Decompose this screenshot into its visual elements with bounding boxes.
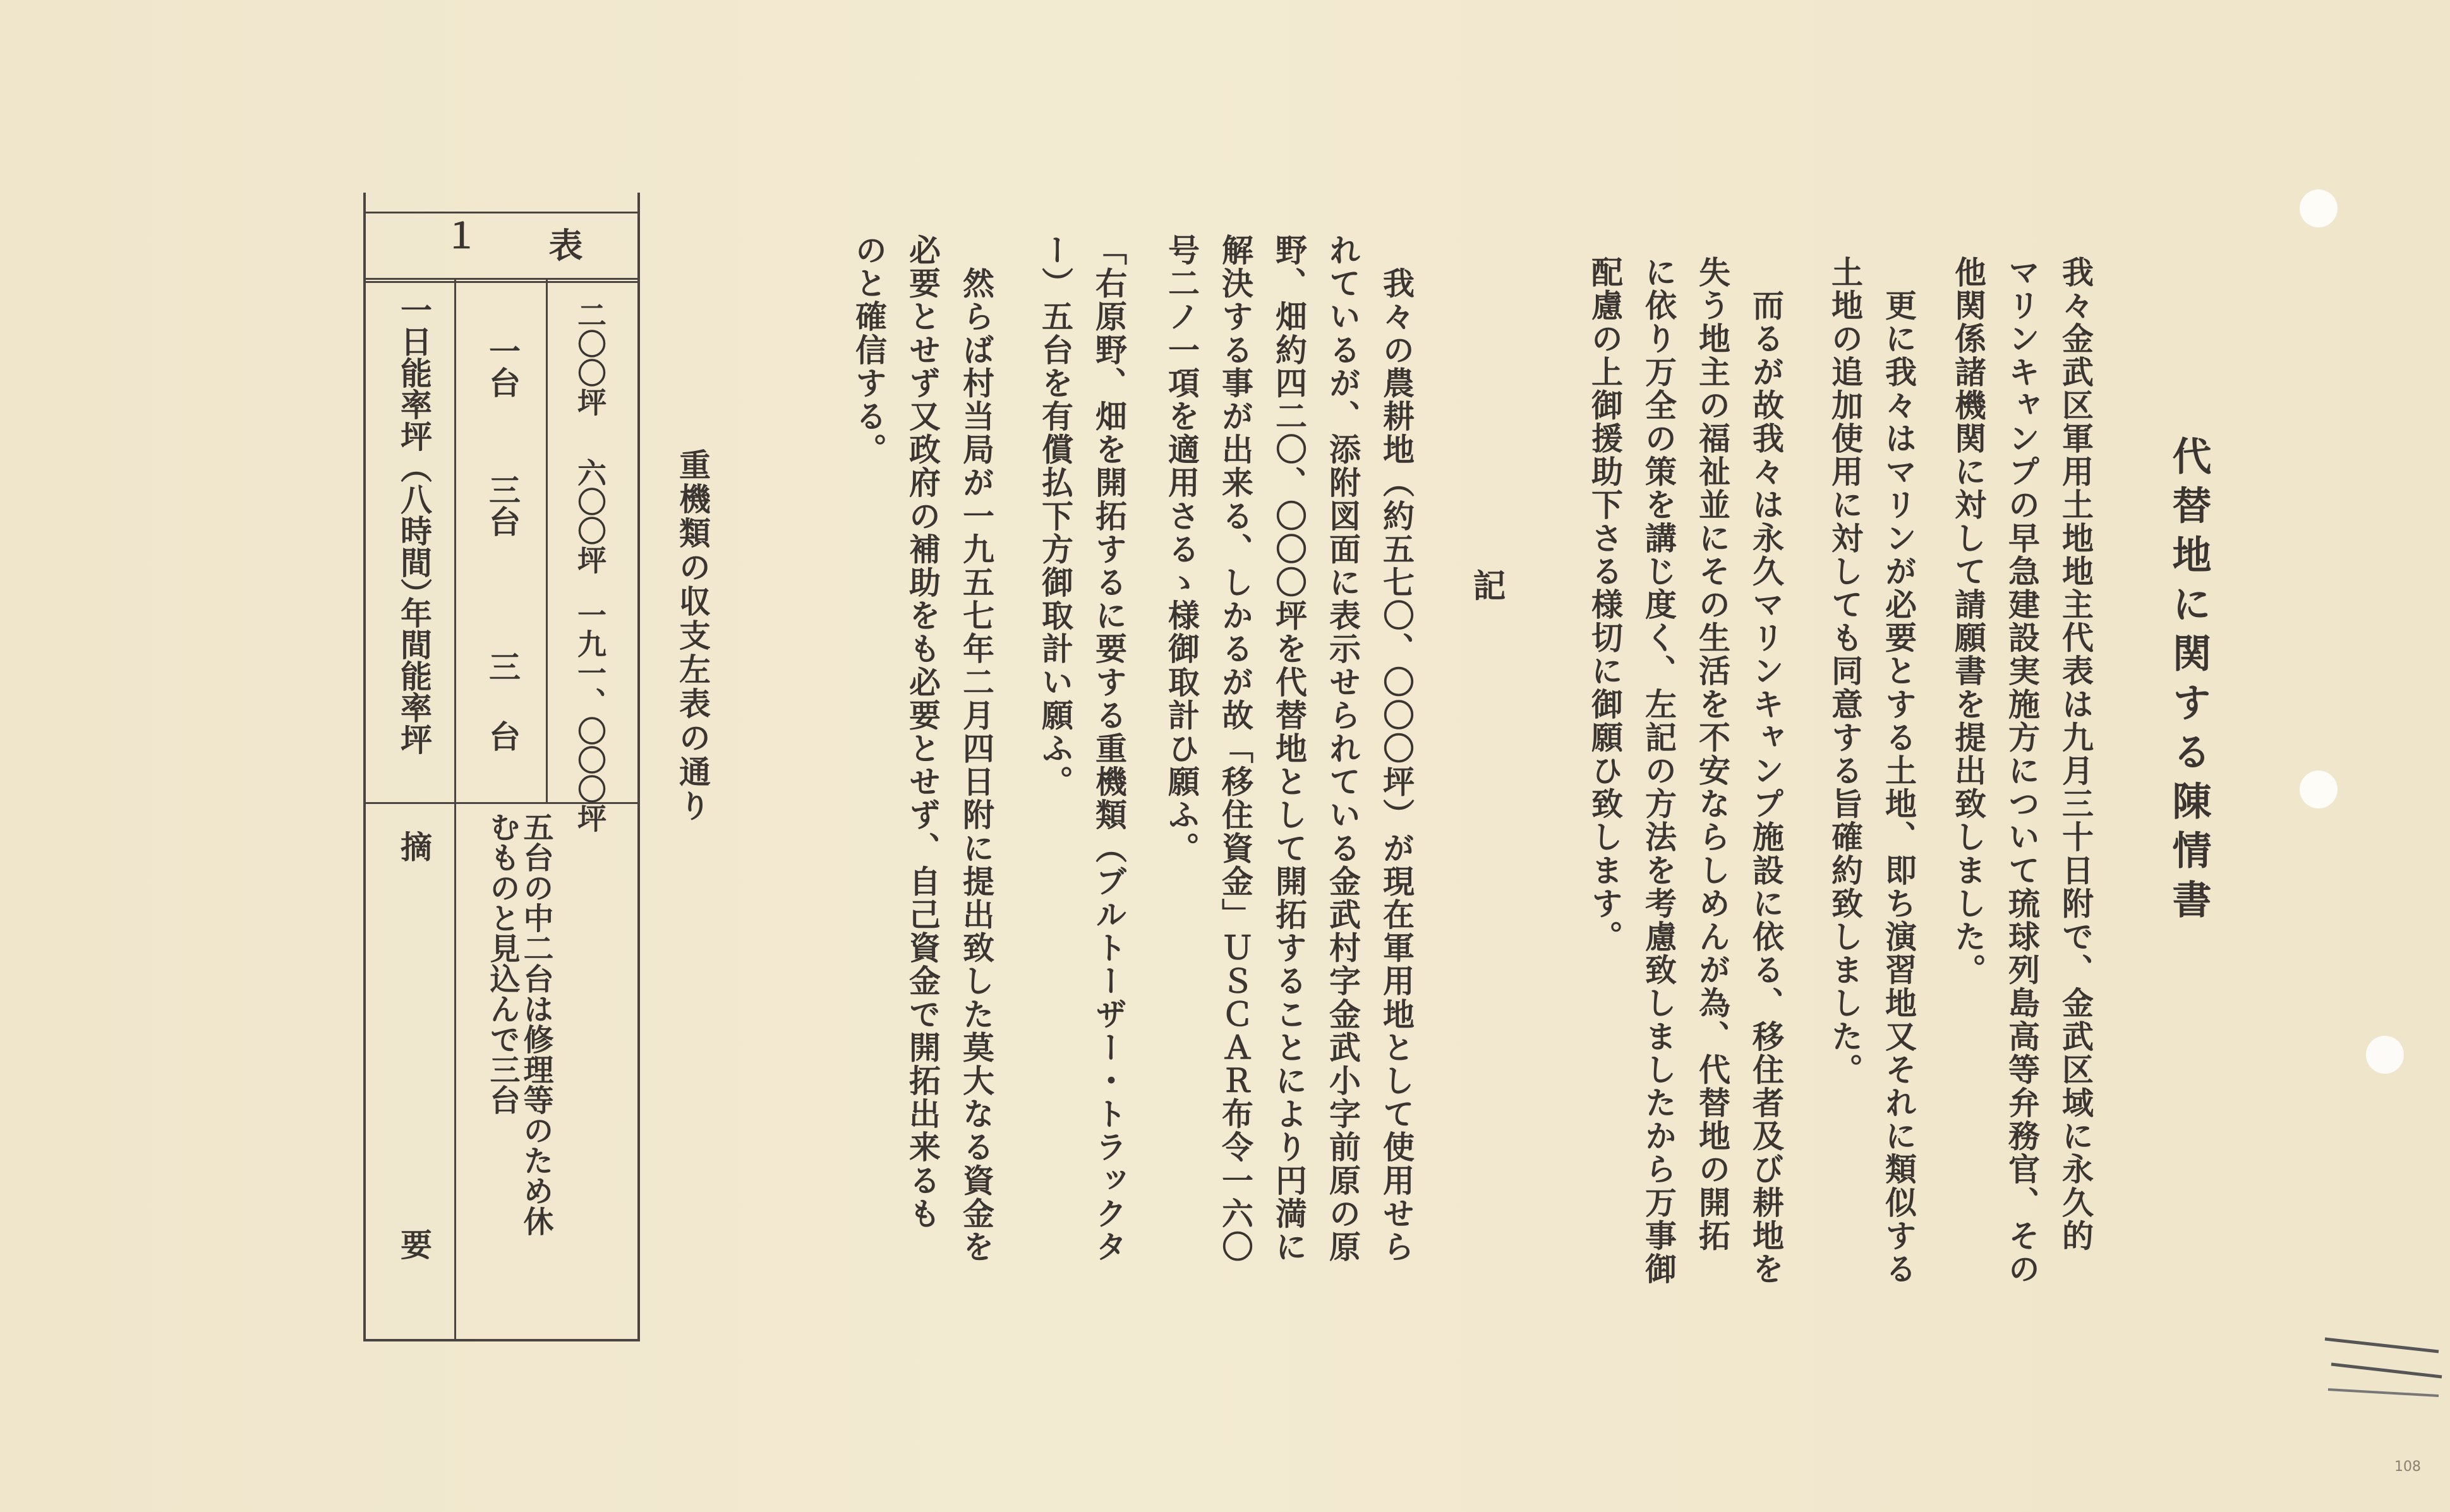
table-rule xyxy=(546,278,548,802)
area-cell: 六〇〇坪 xyxy=(573,458,607,574)
record-line: のと確信する。 xyxy=(850,234,888,467)
table-rule xyxy=(366,281,637,283)
record-line: 然らば村当局が一九五七年二月四日附に提出致した莫大なる資金を xyxy=(958,234,995,1264)
staple-mark xyxy=(2319,1314,2445,1408)
table-title-mark: １ xyxy=(439,218,480,252)
units-cell: 三台 xyxy=(484,651,521,789)
record-line: れているが、添附図面に表示せられている金武村字金武小字前原の原 xyxy=(1324,234,1361,1264)
record-line: 解決する事が出来る、しかるが故「移住資金」ＵＳＣＡＲ布令一六〇 xyxy=(1217,234,1254,1264)
table-title: 表 xyxy=(543,227,584,261)
punch-hole xyxy=(2366,1036,2404,1074)
document-title: 代替地に関する陳情書 xyxy=(2166,436,2212,928)
paragraph-line: に依り万全の策を講じ度く、左記の方法を考慮致しましたから万事御 xyxy=(1640,256,1677,1286)
remarks-text: むものと見込んで三台 xyxy=(485,812,520,1115)
paragraph-line: マリンキャンプの早急建設実施方について琉球列島高等弁務官、その xyxy=(2003,256,2041,1286)
units-cell: 三台 xyxy=(484,474,521,537)
remarks-label: 摘 xyxy=(395,831,433,862)
page-number: 108 xyxy=(2394,1459,2421,1475)
ki-heading: 記 xyxy=(1467,568,1506,601)
equipment-table xyxy=(363,193,640,1341)
record-line: ー）五台を有償払下方御取計い願ふ。 xyxy=(1037,234,1074,799)
area-cell: 一九一、〇〇〇坪 xyxy=(573,600,607,832)
record-line: 必要とせず又政府の補助をも必要とせず、自己資金で開拓出来るも xyxy=(904,234,941,1230)
table-rule xyxy=(454,278,456,1339)
paragraph-line: 配慮の上御援助下さる様切に御願ひ致します。 xyxy=(1586,256,1624,954)
paragraph-line: 他関係諸機関に対して請願書を提出致しました。 xyxy=(1950,256,1987,987)
punch-hole xyxy=(2300,189,2338,227)
paragraph-line: 我々金武区軍用土地地主代表は九月三十日附で、金武区域に永久的 xyxy=(2057,256,2094,1252)
paragraph-line: 失う地主の福祉並にその生活を不安ならしめんが為、代替地の開拓 xyxy=(1694,256,1731,1252)
record-line: 我々の農耕地（約五七〇、〇〇〇坪）が現在軍用地として使用せら xyxy=(1378,234,1415,1264)
table-rule xyxy=(366,212,637,213)
table-caption: 重機類の収支左表の通り xyxy=(674,448,711,824)
row-label-annual: 年間能率坪 xyxy=(395,597,433,755)
units-cell: 一台 xyxy=(484,335,521,398)
punch-hole xyxy=(2300,771,2338,808)
paragraph-line: 更に我々はマリンが必要とする土地、即ち演習地又それに類似する xyxy=(1880,256,1917,1286)
paragraph-line: 而るが故我々は永久マリンキャンプ施設に依る、移住者及び耕地を xyxy=(1747,256,1785,1286)
record-line: 「右原野、畑を開拓するに要する重機類（ブルトーザー・トラックタ xyxy=(1090,234,1128,1264)
remarks-label: 要 xyxy=(395,1228,433,1260)
record-line: 野、畑約四二〇、〇〇〇坪を代替地として開拓することにより円満に xyxy=(1270,234,1308,1264)
record-line: 号二ノ一項を適用さるゝ様御取計ひ願ふ。 xyxy=(1163,234,1200,865)
paragraph-line: 土地の追加使用に対しても同意する旨確約致しました。 xyxy=(1826,256,1864,1086)
remarks-text: 五台の中二台は修理等のため休 xyxy=(518,812,553,1236)
row-label-daily: 一日能率坪（八時間） xyxy=(395,294,433,609)
table-rule xyxy=(366,278,637,280)
area-cell: 二〇〇坪 xyxy=(573,300,607,416)
